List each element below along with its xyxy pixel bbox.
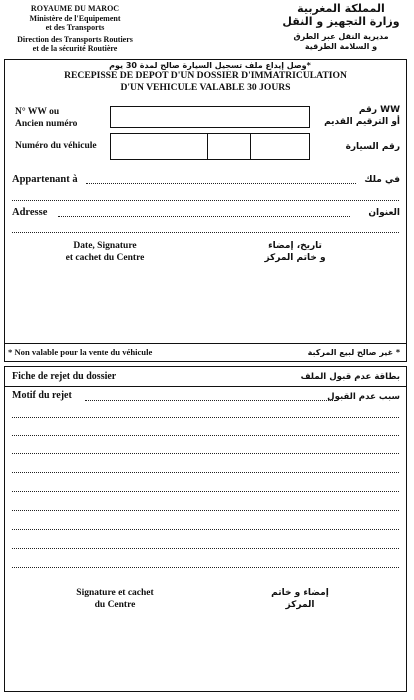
sign-label-fr-2: et cachet du Centre: [65, 253, 145, 263]
motif-line[interactable]: [12, 548, 399, 549]
receipt-title-line1: RECEPISSE DE DEPOT D'UN DOSSIER D'IMMATRICULATION: [64, 70, 347, 81]
receipt-title-ar: *وصل إيداع ملف تسجيل السيارة صالح لمدة 30 يوم: [109, 61, 311, 70]
header-fr-line: et des Transports: [45, 23, 105, 32]
motif-label-ar: سبب عدم القبول: [327, 392, 400, 402]
sign-label-ar: [240, 240, 350, 264]
vehicle-label-fr: Numéro du véhicule: [15, 141, 97, 151]
header-ar-line: مديرية النقل عبر الطرق: [293, 32, 389, 41]
header-fr-line: et de la sécurité Routière: [32, 44, 118, 53]
rejection-title-divider: [4, 386, 407, 387]
rejection-title-ar: بطاقة عدم قبول الملف: [300, 372, 400, 382]
address-field-line2[interactable]: [12, 232, 399, 233]
header-fr-line: Ministère de l'Equipement: [29, 13, 121, 23]
header-ar-line: و السلامة الطرقية: [304, 42, 378, 51]
rejection-sign-ar: [250, 587, 350, 611]
motif-line[interactable]: [12, 529, 399, 530]
address-label-ar: العنوان: [368, 208, 400, 218]
header-fr-line: ROYAUME DU MAROC: [30, 4, 120, 13]
ww-label-ar-1: WW رقم: [358, 105, 400, 115]
rejection-title-fr: Fiche de rejet du dossier: [12, 371, 117, 382]
motif-line[interactable]: [12, 417, 399, 418]
motif-line[interactable]: [12, 491, 399, 492]
motif-line[interactable]: [12, 567, 399, 568]
sign-label-ar-2: و خاتم المركز: [264, 253, 326, 263]
rejection-sign-fr-2: du Centre: [94, 600, 136, 610]
owner-field-line2[interactable]: [12, 200, 399, 201]
ww-label-fr: [15, 106, 77, 130]
ww-label-ar: [316, 104, 400, 128]
sign-label-fr: [40, 240, 170, 264]
vehicle-field-divider: [207, 133, 208, 160]
address-label-fr: Adresse: [12, 207, 48, 218]
sign-label-ar-1: تاريخ، إمضاء: [268, 241, 322, 251]
sign-label-fr-1: Date, Signature: [73, 241, 137, 251]
owner-label-fr: Appartenant à: [12, 174, 78, 185]
header-fr: [14, 4, 136, 54]
vehicle-label-ar: رقم السيارة: [345, 142, 400, 152]
rejection-sign-ar-2: المركز: [285, 600, 315, 610]
motif-line[interactable]: [12, 435, 399, 436]
ww-number-field[interactable]: [110, 106, 310, 128]
header-fr-line: Direction des Transports Routiers: [17, 34, 133, 44]
rejection-sign-ar-1: إمضاء و خاتم: [271, 588, 329, 598]
motif-line[interactable]: [12, 453, 399, 454]
owner-label-ar: في ملك: [364, 175, 400, 185]
ww-label-fr-2: Ancien numéro: [15, 119, 78, 129]
rejection-sign-fr: [50, 587, 180, 611]
header-ar-line: المملكة المغربية: [297, 2, 385, 15]
motif-label-fr: Motif du rejet: [12, 390, 72, 401]
vehicle-field-divider: [250, 133, 251, 160]
motif-field[interactable]: [85, 400, 337, 401]
receipt-title-line2: D'UN VEHICULE VALABLE 30 JOURS: [120, 82, 291, 93]
note-ar: * غير صالح لبيع المركبة: [307, 348, 400, 357]
header-ar: [278, 2, 404, 52]
rejection-sign-fr-1: Signature et cachet: [76, 588, 154, 598]
ww-label-ar-2: أو الترقيم القديم: [324, 117, 400, 127]
motif-line[interactable]: [12, 472, 399, 473]
note-divider: [4, 343, 407, 344]
address-field[interactable]: [58, 216, 350, 217]
note-fr: * Non valable pour la vente du véhicule: [8, 347, 153, 357]
ww-label-fr-1: N° WW ou: [15, 107, 60, 117]
motif-line[interactable]: [12, 510, 399, 511]
header-ar-line: وزارة التجهيز و النقل: [282, 15, 400, 28]
owner-field[interactable]: [86, 183, 356, 184]
vehicle-number-field[interactable]: [110, 133, 310, 160]
